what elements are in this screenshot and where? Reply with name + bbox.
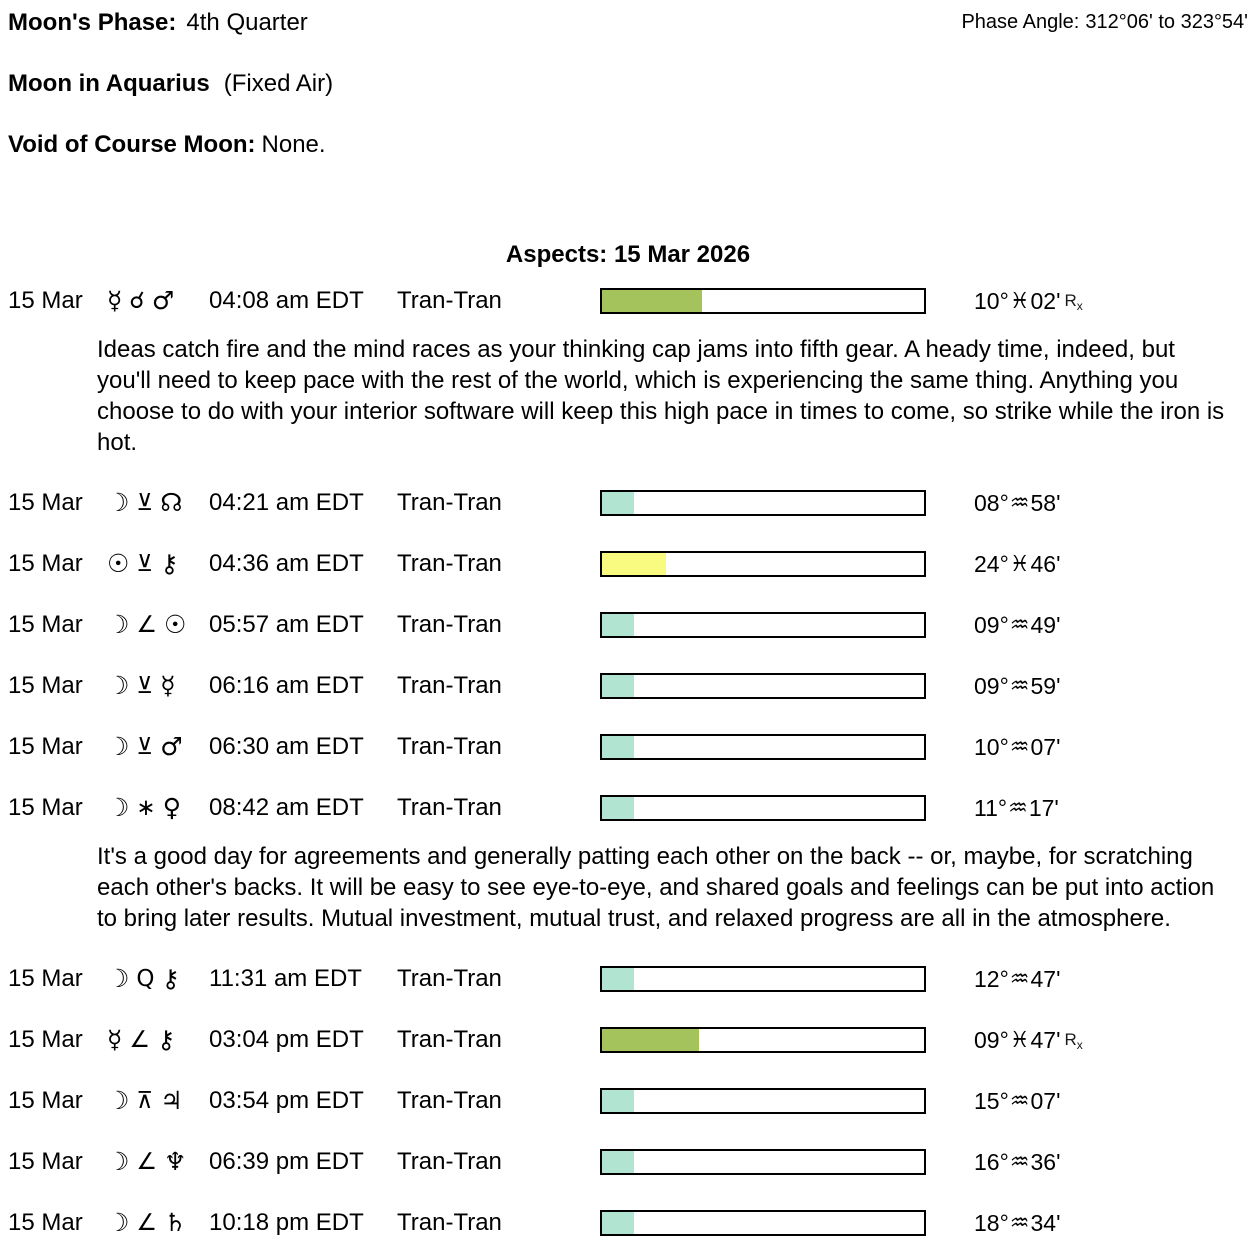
- aspect-date: 15 Mar: [8, 1148, 83, 1175]
- aspect-glyphs: [107, 1026, 209, 1054]
- aspects-title: Aspects: 15 Mar 2026: [505, 241, 751, 268]
- neptune-icon: ♆: [164, 1147, 187, 1176]
- semi-square-icon: ∠: [136, 1210, 158, 1236]
- aspect-date: 15 Mar: [8, 1209, 83, 1236]
- orb-bar: [600, 795, 926, 821]
- semi-sextile-icon: ⊻: [136, 551, 154, 577]
- aspect-row-line: [8, 963, 1248, 995]
- aspect-position: [974, 1149, 1061, 1176]
- position-degrees: 09°: [974, 672, 1009, 699]
- mars-icon: ♂: [151, 286, 175, 315]
- aspect-row: [8, 670, 1248, 702]
- aquarius-icon: ♒: [1009, 612, 1030, 638]
- position-minutes: 59': [1030, 672, 1061, 699]
- pisces-icon: ♓: [1009, 551, 1030, 577]
- aspect-type: Tran-Tran: [397, 611, 502, 638]
- jupiter-icon: ♃: [160, 1086, 183, 1115]
- aspect-glyphs: [107, 1148, 209, 1176]
- orb-bar-fill: [602, 553, 666, 575]
- aspects-list: [8, 285, 1248, 1239]
- aspect-date: 15 Mar: [8, 1087, 83, 1114]
- aspect-position: [974, 734, 1061, 761]
- position-degrees: 11°: [974, 794, 1008, 821]
- aspect-position: [974, 551, 1061, 578]
- aspect-time: 05:57 am EDT: [209, 611, 364, 638]
- aspect-row: [8, 1207, 1248, 1239]
- aspect-row: [8, 792, 1248, 934]
- phase-angle: [961, 10, 1248, 34]
- semi-square-icon: ∠: [136, 1149, 158, 1175]
- orb-bar: [600, 1149, 926, 1175]
- aspect-time: 08:42 am EDT: [209, 794, 364, 821]
- aspect-glyphs: [107, 550, 209, 578]
- aspect-date: 15 Mar: [8, 965, 83, 992]
- aspect-row-line: [8, 1207, 1248, 1239]
- chiron-icon: ⚷: [156, 1025, 176, 1054]
- aquarius-icon: ♒: [1009, 673, 1030, 699]
- moon-icon: ☽: [107, 964, 130, 993]
- sextile-icon: ∗: [136, 795, 156, 821]
- position-degrees: 09°: [974, 1026, 1009, 1053]
- position-degrees: 18°: [974, 1209, 1009, 1236]
- aspect-type: Tran-Tran: [397, 733, 502, 760]
- pisces-icon: ♓: [1009, 288, 1030, 314]
- position-minutes: 34': [1030, 1209, 1061, 1236]
- semi-square-icon: ∠: [129, 1027, 150, 1053]
- aspect-time: 03:04 pm EDT: [209, 1026, 364, 1053]
- aspect-glyphs: [107, 1209, 209, 1237]
- orb-bar: [600, 612, 926, 638]
- moon-icon: ☽: [107, 1208, 130, 1237]
- aspect-row: [8, 548, 1248, 580]
- aspect-glyphs: [107, 672, 209, 700]
- semi-sextile-icon: ⊻: [136, 673, 154, 699]
- aspect-type: Tran-Tran: [397, 550, 502, 577]
- mars-icon: ♂: [160, 732, 183, 761]
- aspect-row: [8, 1024, 1248, 1056]
- aspect-row: [8, 731, 1248, 763]
- aspect-position: [974, 1210, 1061, 1237]
- aspect-type: Tran-Tran: [397, 1209, 502, 1236]
- position-minutes: 58': [1030, 489, 1061, 516]
- orb-bar-fill: [602, 1151, 634, 1173]
- aspect-row-line: [8, 1085, 1248, 1117]
- position-minutes: 46': [1030, 550, 1061, 577]
- position-minutes: 49': [1030, 611, 1061, 638]
- moon-icon: ☽: [107, 732, 130, 761]
- void-of-course-label: Void of Course Moon:: [8, 131, 256, 158]
- aspect-position: [974, 1027, 1083, 1054]
- aspect-row: [8, 609, 1248, 641]
- aspect-row: [8, 487, 1248, 519]
- position-minutes: 07': [1030, 733, 1061, 760]
- aspect-row-line: [8, 609, 1248, 641]
- aspect-time: 04:36 am EDT: [209, 550, 364, 577]
- aspect-date: 15 Mar: [8, 672, 83, 699]
- orb-bar-fill: [602, 736, 634, 758]
- phase-angle-value: 312°06' to 323°54': [1085, 11, 1248, 33]
- aspect-time: 06:39 pm EDT: [209, 1148, 364, 1175]
- aspect-glyphs: [107, 794, 209, 822]
- orb-bar-fill: [602, 492, 634, 514]
- orb-bar: [600, 1210, 926, 1236]
- moon-icon: ☽: [107, 671, 130, 700]
- orb-bar-fill: [602, 290, 702, 312]
- aspect-type: Tran-Tran: [397, 1148, 502, 1175]
- position-minutes: 36': [1030, 1148, 1061, 1175]
- aspect-row-line: [8, 285, 1248, 317]
- moon-sign-label: Moon in Aquarius: [8, 70, 210, 97]
- position-minutes: 02': [1030, 287, 1061, 314]
- orb-bar: [600, 966, 926, 992]
- chiron-icon: ⚷: [161, 964, 180, 993]
- sun-icon: ☉: [107, 549, 130, 578]
- orb-bar-fill: [602, 1090, 634, 1112]
- moons-phase-value: 4th Quarter: [186, 9, 308, 36]
- aspect-row: [8, 1146, 1248, 1178]
- aspect-time: 03:54 pm EDT: [209, 1087, 364, 1114]
- aspect-time: 06:30 am EDT: [209, 733, 364, 760]
- quintile-icon: Q: [136, 966, 155, 992]
- aspect-glyphs: [107, 733, 209, 761]
- aspect-date: 15 Mar: [8, 611, 83, 638]
- moon-icon: ☽: [107, 1086, 130, 1115]
- position-degrees: 16°: [974, 1148, 1009, 1175]
- aspect-date: 15 Mar: [8, 287, 83, 314]
- aspect-position: [974, 966, 1061, 993]
- chiron-icon: ⚷: [160, 549, 179, 578]
- aquarius-icon: ♒: [1009, 1149, 1030, 1175]
- moons-phase: [8, 8, 308, 38]
- orb-bar-fill: [602, 797, 634, 819]
- orb-bar: [600, 734, 926, 760]
- quincunx-icon: ⊼: [136, 1088, 154, 1114]
- position-degrees: 12°: [974, 965, 1009, 992]
- aspect-time: 11:31 am EDT: [209, 965, 362, 992]
- retrograde-icon: R x: [1064, 1030, 1083, 1052]
- position-degrees: 10°: [974, 733, 1009, 760]
- orb-bar: [600, 1088, 926, 1114]
- orb-bar-fill: [602, 968, 634, 990]
- position-degrees: 10°: [974, 287, 1009, 314]
- aspect-type: Tran-Tran: [397, 287, 502, 314]
- aspect-time: 10:18 pm EDT: [209, 1209, 364, 1236]
- aspect-row: [8, 1085, 1248, 1117]
- aspect-row-line: [8, 670, 1248, 702]
- aspect-row-line: [8, 487, 1248, 519]
- aquarius-icon: ♒: [1008, 795, 1028, 821]
- pisces-icon: ♓: [1009, 1027, 1030, 1053]
- aspect-glyphs: [107, 611, 209, 639]
- orb-bar-fill: [602, 1029, 699, 1051]
- aspect-time: 04:21 am EDT: [209, 489, 364, 516]
- phase-angle-label: Phase Angle:: [961, 11, 1080, 33]
- aspect-type: Tran-Tran: [397, 1026, 502, 1053]
- aspect-glyphs: [107, 1087, 209, 1115]
- semi-square-icon: ∠: [136, 612, 158, 638]
- retrograde-icon: R x: [1064, 291, 1083, 313]
- orb-bar: [600, 673, 926, 699]
- north-node-icon: ☊: [160, 488, 183, 517]
- position-degrees: 15°: [974, 1087, 1009, 1114]
- mercury-icon: ☿: [107, 1025, 123, 1054]
- aspect-glyphs: [107, 287, 209, 315]
- aspect-row-line: [8, 1146, 1248, 1178]
- moon-icon: ☽: [107, 488, 130, 517]
- aspect-description: It's a good day for agreements and generally patting each other on the back -- or, maybe, for scratching each other's backs. It will be easy to see eye-to-eye, and shared goals and feelings can be put into action to bring later results. Mutual investment, mutual trust, and relaxed progress are all in the atmosphere.: [97, 843, 1215, 932]
- aspect-glyphs: [107, 489, 209, 517]
- position-minutes: 17': [1028, 794, 1059, 821]
- moon-sign-note: (Fixed Air): [223, 70, 334, 97]
- aspect-type: Tran-Tran: [397, 1087, 502, 1114]
- aquarius-icon: ♒: [1009, 966, 1030, 992]
- moon-icon: ☽: [107, 610, 130, 639]
- aspect-time: 06:16 am EDT: [209, 672, 364, 699]
- aspect-row: [8, 285, 1248, 458]
- aspect-position: [974, 1088, 1061, 1115]
- aspect-type: Tran-Tran: [397, 489, 502, 516]
- venus-icon: ♀: [162, 793, 182, 822]
- aspect-position: [974, 288, 1083, 315]
- orb-bar: [600, 551, 926, 577]
- aspect-type: Tran-Tran: [397, 965, 502, 992]
- aspect-row-line: [8, 1024, 1248, 1056]
- aspect-date: 15 Mar: [8, 733, 83, 760]
- semi-sextile-icon: ⊻: [136, 490, 154, 516]
- orb-bar-fill: [602, 675, 634, 697]
- void-of-course-value: None.: [261, 131, 326, 158]
- aspect-glyphs: [107, 965, 209, 993]
- orb-bar: [600, 1027, 926, 1053]
- mercury-icon: ☿: [160, 671, 176, 700]
- aspect-time: 04:08 am EDT: [209, 287, 364, 314]
- aquarius-icon: ♒: [1009, 1210, 1030, 1236]
- position-minutes: 07': [1030, 1087, 1061, 1114]
- aspect-row-line: [8, 548, 1248, 580]
- aspect-row-line: [8, 792, 1248, 824]
- moon-sign: [8, 69, 1248, 99]
- position-degrees: 24°: [974, 550, 1009, 577]
- semi-sextile-icon: ⊻: [136, 734, 154, 760]
- aspect-position: [974, 795, 1059, 822]
- orb-bar-fill: [602, 1212, 634, 1234]
- position-minutes: 47': [1030, 965, 1061, 992]
- aspect-date: 15 Mar: [8, 794, 83, 821]
- aquarius-icon: ♒: [1009, 1088, 1030, 1114]
- aspect-date: 15 Mar: [8, 550, 83, 577]
- aspect-position: [974, 673, 1061, 700]
- mercury-icon: ☿: [107, 286, 123, 315]
- moon-icon: ☽: [107, 1147, 130, 1176]
- aspect-type: Tran-Tran: [397, 794, 502, 821]
- aquarius-icon: ♒: [1009, 734, 1030, 760]
- aspect-description: Ideas catch fire and the mind races as your thinking cap jams into fifth gear. A heady time, indeed, but you'll need to keep pace with the rest of the world, which is experiencing the same thing. Anything you choose to do with your interior software will keep this high pace in times to come, so strike while the iron is hot.: [97, 336, 1225, 456]
- aspect-date: 15 Mar: [8, 1026, 83, 1053]
- moon-icon: ☽: [107, 793, 130, 822]
- aspect-row-line: [8, 731, 1248, 763]
- orb-bar-fill: [602, 614, 634, 636]
- aspect-row: [8, 963, 1248, 995]
- moons-phase-label: Moon's Phase:: [8, 9, 177, 36]
- aspect-position: [974, 612, 1061, 639]
- conjunction-icon: ☌: [129, 288, 145, 314]
- aspect-date: 15 Mar: [8, 489, 83, 516]
- aspect-position: [974, 490, 1061, 517]
- saturn-icon: ♄: [164, 1208, 187, 1237]
- position-degrees: 08°: [974, 489, 1009, 516]
- orb-bar: [600, 288, 926, 314]
- sun-icon: ☉: [164, 610, 187, 639]
- position-minutes: 47': [1030, 1026, 1061, 1053]
- aspect-type: Tran-Tran: [397, 672, 502, 699]
- header-row: [8, 8, 1248, 38]
- void-of-course: [8, 130, 1248, 160]
- orb-bar: [600, 490, 926, 516]
- position-degrees: 09°: [974, 611, 1009, 638]
- aquarius-icon: ♒: [1009, 490, 1030, 516]
